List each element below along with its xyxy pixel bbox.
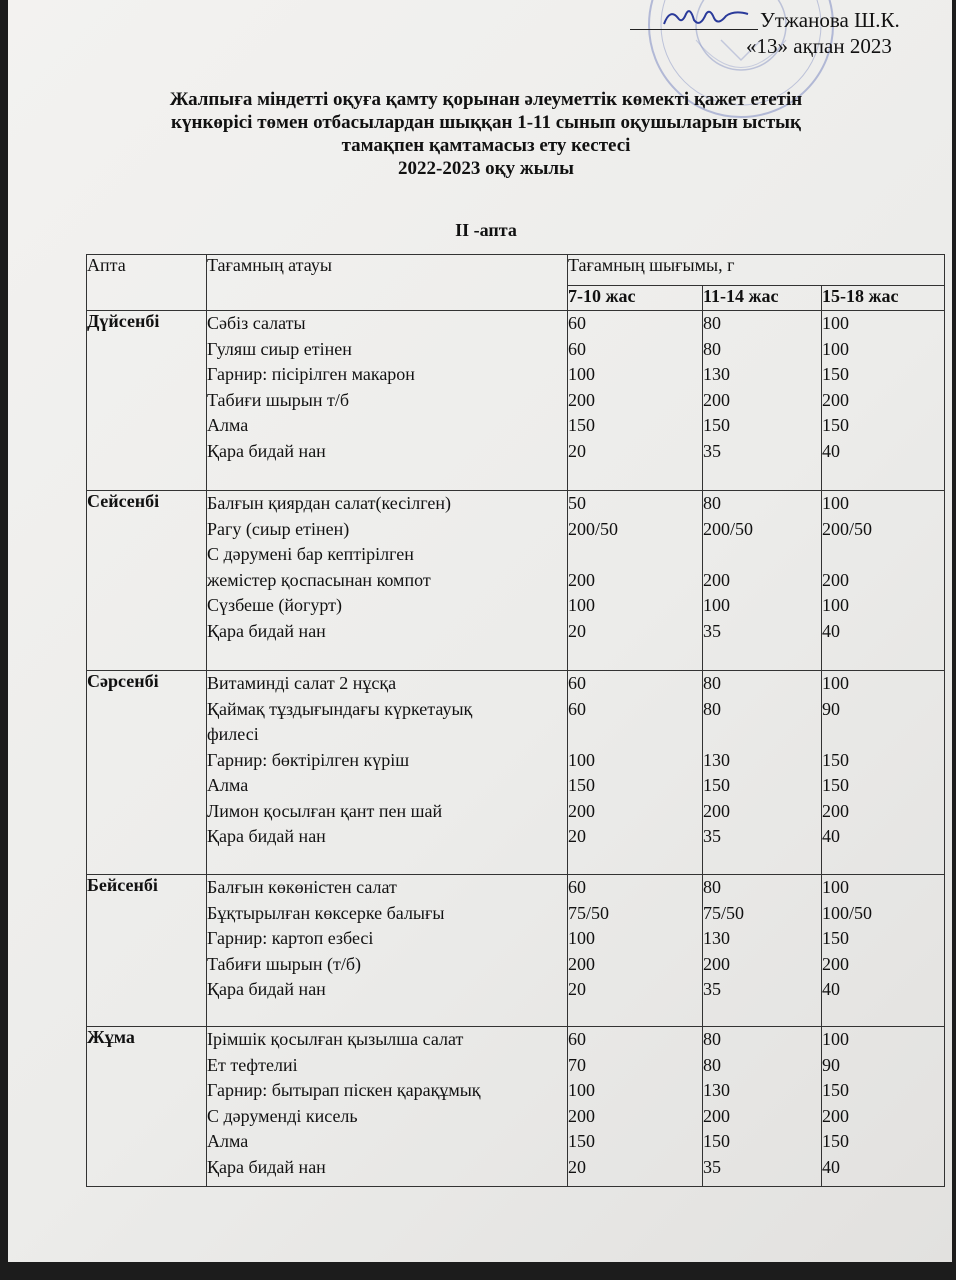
yield-value: 200 [703,1105,730,1126]
yield-age-15-18 [822,1027,945,1187]
title-line-3: тамақпен қамтамасыз ету кестесі [341,135,631,156]
yield-age-7-10 [568,491,703,671]
dish-name: Балғын қиярдан салат(кесілген) [207,493,451,513]
yield-value: 200 [822,953,849,974]
yield-value: 35 [703,826,721,846]
age-group-11-14: 11-14 жас [703,286,822,311]
dish-name: Табиғи шырын т/б [207,389,350,410]
yield-age-15-18 [822,491,945,671]
yield-value: 200/50 [703,518,754,539]
yield-age-15-18 [822,875,945,1027]
yield-value: 100 [822,1029,849,1049]
dish-name: Гарнир: бөктірілген күріш [207,749,410,770]
menu-table [86,254,945,1187]
yield-age-11-14 [703,491,822,671]
yield-value: 150 [822,1131,849,1151]
title-line-1: Жалпыға міндетті оқуға қамту қорынан әлеуметтік көмекті қажет ететін [169,89,803,110]
column-header-day: Апта [87,255,207,311]
yield-value: 20 [568,826,586,846]
yield-value: 60 [568,877,586,897]
table-row [87,671,945,875]
yield-value: 130 [703,749,730,770]
table-row [87,491,945,671]
yield-value: 200 [822,1105,849,1126]
yield-value: 40 [822,826,840,846]
yield-value: 150 [822,749,849,770]
yield-value: 200 [703,800,730,821]
dish-name: Рагу (сиыр етінен) [207,518,350,539]
dish-name: Бұқтырылған көксерке балығы [207,902,445,923]
day-rows [87,311,945,1187]
dish-name: Қаймақ тұздығындағы күркетауық [207,698,473,719]
yield-value: 200 [822,389,849,410]
yield-value: 20 [568,1156,586,1177]
yield-value [822,542,944,568]
yield-value [703,722,821,748]
yield-value [568,722,702,748]
approver-name: Утжанова Ш.К. [760,8,900,32]
dish-name: Қара бидай нан [207,979,326,999]
yield-age-7-10 [568,311,703,491]
yield-value: 130 [703,1080,730,1100]
yield-value: 100 [822,338,849,359]
dish-name: Қара бидай нан [207,620,326,641]
yield-value: 130 [703,928,730,948]
yield-value: 80 [703,493,721,513]
yield-value: 40 [822,440,840,461]
column-header-dish: Тағамның атауы [207,255,568,311]
table-header-row [87,255,945,286]
table-row [87,1027,945,1187]
yield-value: 40 [822,620,840,641]
yield-value: 150 [822,415,849,435]
yield-value: 150 [822,928,849,948]
signature [656,2,756,32]
day-name: Дүйсенбі [87,311,207,491]
yield-value: 200 [703,389,730,410]
signature-line [630,29,758,30]
yield-value: 35 [703,1156,721,1177]
dish-name: филесі [207,724,259,744]
dish-name: Лимон қосылған қант пен шай [207,800,443,821]
title-line-4: 2022-2023 оқу жылы [398,158,574,179]
dish-name: С дәрумені бар кептірілген [207,544,414,564]
week-label: II -апта [455,220,517,240]
dish-list [207,491,568,671]
yield-value: 80 [703,1054,721,1075]
yield-age-7-10 [568,671,703,875]
yield-value: 200 [703,569,730,590]
yield-value [703,542,821,568]
age-group-7-10: 7-10 жас [568,286,703,311]
yield-value: 90 [822,698,840,719]
yield-value: 20 [568,620,586,641]
yield-value: 60 [568,338,586,359]
yield-value: 130 [703,364,730,384]
yield-value: 200 [822,569,849,590]
yield-age-7-10 [568,1027,703,1187]
dish-name: Табиғи шырын (т/б) [207,953,362,974]
day-name: Бейсенбі [87,875,207,1027]
yield-value: 100/50 [822,902,873,923]
yield-value: 100 [822,877,849,897]
yield-age-7-10 [568,875,703,1027]
dish-name: Алма [207,415,249,435]
yield-value: 80 [703,877,721,897]
yield-value: 200 [568,569,595,590]
dish-name: Қара бидай нан [207,826,326,846]
yield-value: 70 [568,1054,586,1075]
yield-value: 200 [822,800,849,821]
yield-value: 200/50 [568,518,619,539]
table-row [87,311,945,491]
yield-value: 150 [568,775,595,795]
yield-value: 100 [568,1080,595,1100]
day-name: Сәрсенбі [87,671,207,875]
yield-value: 80 [703,698,721,719]
dish-name: Сүзбеше (йогурт) [207,595,343,615]
yield-value: 100 [822,673,849,693]
dish-list [207,671,568,875]
yield-value: 100 [568,364,595,384]
yield-value: 100 [822,493,849,513]
dish-list [207,875,568,1027]
yield-value: 150 [568,415,595,435]
age-group-15-18: 15-18 жас [822,286,945,311]
yield-value [568,542,702,568]
yield-value: 100 [822,595,849,615]
yield-value: 60 [568,673,586,693]
yield-value: 150 [703,1131,730,1151]
yield-value: 150 [703,415,730,435]
dish-name: Сәбіз салаты [207,313,306,333]
dish-list [207,1027,568,1187]
dish-name: Гарнир: картоп езбесі [207,928,374,948]
yield-value: 60 [568,698,586,719]
yield-value: 100 [703,595,730,615]
yield-value: 60 [568,313,586,333]
table-row [87,875,945,1027]
dish-name: Алма [207,1131,249,1151]
yield-value: 80 [703,673,721,693]
dish-name: Ірімшік қосылған қызылша салат [207,1029,464,1049]
yield-value: 35 [703,440,721,461]
day-name: Жұма [87,1027,207,1187]
yield-value: 200 [568,953,595,974]
title-line-2: күнкөрісі төмен отбасылардан шыққан 1-11 сынып оқушыларын ыстық [171,112,801,133]
yield-value: 50 [568,493,586,513]
yield-value: 60 [568,1029,586,1049]
dish-name: Қара бидай нан [207,440,326,461]
yield-value: 150 [822,775,849,795]
yield-age-11-14 [703,875,822,1027]
yield-value: 200 [568,1105,595,1126]
yield-value: 75/50 [703,902,745,923]
yield-value: 75/50 [568,902,610,923]
dish-list [207,311,568,491]
yield-value: 150 [822,364,849,384]
dish-name: жемістер қоспасынан компот [207,569,431,590]
dish-name: Балғын көкөністен салат [207,877,397,897]
yield-value: 100 [822,313,849,333]
yield-age-11-14 [703,671,822,875]
dish-name: Гарнир: пісірілген макарон [207,364,415,384]
yield-value: 40 [822,1156,840,1177]
approval-date: «13» ақпан 2023 [746,34,892,58]
yield-value: 150 [822,1080,849,1100]
yield-age-11-14 [703,1027,822,1187]
yield-value: 100 [568,928,595,948]
yield-value: 100 [568,749,595,770]
column-header-yield: Тағамның шығымы, г [568,255,945,286]
yield-value: 150 [568,1131,595,1151]
dish-name: Ет тефтелиі [207,1054,298,1075]
yield-value: 90 [822,1054,840,1075]
yield-value: 200 [568,389,595,410]
yield-value: 150 [703,775,730,795]
yield-value: 80 [703,313,721,333]
dish-name: Қара бидай нан [207,1156,326,1177]
yield-value: 40 [822,979,840,999]
yield-age-15-18 [822,671,945,875]
yield-value: 200 [703,953,730,974]
yield-value: 200 [568,800,595,821]
yield-value [822,722,944,748]
yield-value: 35 [703,620,721,641]
yield-value: 80 [703,338,721,359]
yield-age-11-14 [703,311,822,491]
yield-age-15-18 [822,311,945,491]
yield-value: 200/50 [822,518,873,539]
dish-name: С дәруменді кисель [207,1105,358,1126]
yield-value: 20 [568,440,586,461]
dish-name: Алма [207,775,249,795]
yield-value: 35 [703,979,721,999]
day-name: Сейсенбі [87,491,207,671]
dish-name: Витаминді салат 2 нұсқа [207,673,397,693]
document-page [8,0,952,1262]
yield-value: 100 [568,595,595,615]
dish-name: Гарнир: бытырап піскен қарақұмық [207,1080,481,1100]
yield-value: 80 [703,1029,721,1049]
dish-name: Гуляш сиыр етінен [207,338,352,359]
yield-value: 20 [568,979,586,999]
